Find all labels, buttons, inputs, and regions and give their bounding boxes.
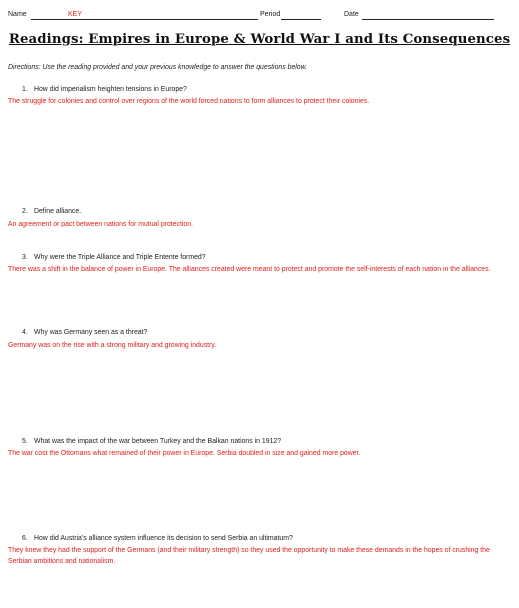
answer-1: The struggle for colonies and control over regions of the world forced nations to form alliances to protect their colonies. xyxy=(8,98,370,105)
answer-5: The war cost the Ottomans what remained of their power in Europe. Serbia doubled in size and gained more power. xyxy=(8,450,361,457)
page-title: Readings: Empires in Europe & World War I and Its Consequences xyxy=(8,32,511,47)
question-number: 2. xyxy=(22,208,28,215)
question-number: 4. xyxy=(22,329,28,336)
question-1 xyxy=(22,86,187,93)
header-row xyxy=(8,9,504,21)
question-4 xyxy=(22,329,147,336)
answer-2: An agreement or pact between nations for mutual protection. xyxy=(8,221,194,228)
question-text: Why were the Triple Alliance and Triple Entente formed? xyxy=(34,254,206,261)
name-blank xyxy=(31,19,258,20)
question-6 xyxy=(22,535,293,542)
period-blank xyxy=(281,19,321,20)
answer-4: Germany was on the rise with a strong military and growing industry. xyxy=(8,342,217,349)
date-blank xyxy=(362,19,494,20)
answer-6: They knew they had the support of the Germans (and their military strength) so they used the opportunity to make these demands in the hopes of crushing the Serbian ambitions and nationalism. xyxy=(8,547,490,565)
name-label: Name xyxy=(8,11,27,18)
question-number: 3. xyxy=(22,254,28,261)
question-5 xyxy=(22,438,281,445)
question-text: What was the impact of the war between Turkey and the Balkan nations in 1912? xyxy=(34,438,282,445)
question-text: How did Austria’s alliance system influence its decision to send Serbia an ultimatum? xyxy=(34,535,293,542)
answer-3: There was a shift in the balance of power in Europe. The alliances created were meant to protect and promote the self-interests of each nation in the alliances. xyxy=(8,266,491,273)
question-number: 5. xyxy=(22,438,28,445)
question-text: How did imperialism heighten tensions in Europe? xyxy=(34,86,187,93)
question-2 xyxy=(22,208,81,215)
question-text: Why was Germany seen as a threat? xyxy=(34,329,148,336)
date-label: Date xyxy=(344,11,359,18)
name-value: KEY xyxy=(68,11,83,18)
question-number: 1. xyxy=(22,86,28,93)
question-number: 6. xyxy=(22,535,28,542)
question-3 xyxy=(22,254,206,261)
directions-text: Directions: Use the reading provided and your previous knowledge to answer the questions below. xyxy=(8,64,308,71)
period-label: Period xyxy=(260,11,281,18)
question-text: Define alliance. xyxy=(34,208,82,215)
